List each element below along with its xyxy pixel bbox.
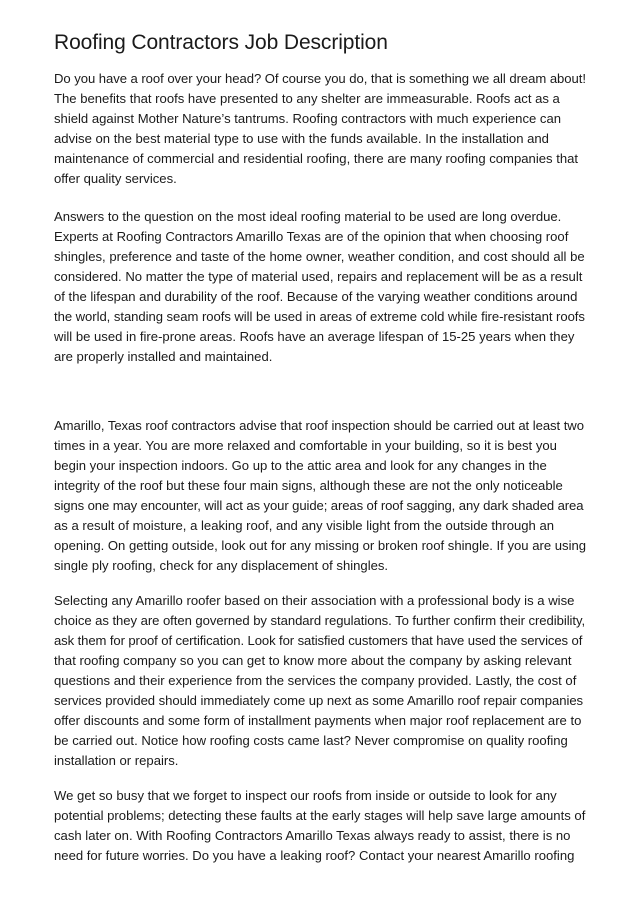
- text-line: begin your inspection indoors. Go up to the attic area and look for any changes in the: [54, 458, 547, 473]
- text-line: will be used in fire-prone areas. Roofs have an average lifespan of 15-25 years when they: [54, 329, 575, 344]
- text-line: the world, standing seam roofs will be used in areas of extreme cold while fire-resistant roofs: [54, 309, 585, 324]
- text-line: potential problems; detecting these faults at the early stages will help save large amounts of: [54, 808, 586, 823]
- paragraph-materials: [54, 207, 586, 367]
- text-line: We get so busy that we forget to inspect our roofs from inside or outside to look for any: [54, 788, 557, 803]
- text-line: cash later on. With Roofing Contractors Amarillo Texas always ready to assist, there is no: [54, 828, 571, 843]
- text-line: are properly installed and maintained.: [54, 349, 273, 364]
- text-line: ask them for proof of certification. Look for satisfied customers that have used the services of: [54, 633, 583, 648]
- text-line: offer discounts and some form of installment payments when major roof replacement are to: [54, 713, 582, 728]
- text-line: installation or repairs.: [54, 753, 179, 768]
- text-line: The benefits that roofs have presented to any shelter are immeasurable. Roofs act as a: [54, 91, 560, 106]
- page-title: Roofing Contractors Job Description: [54, 31, 388, 54]
- text-line: advise on the best material type to use with the funds available. In the installation and: [54, 131, 549, 146]
- text-line: need for future worries. Do you have a leaking roof? Contact your nearest Amarillo roofing: [54, 848, 575, 863]
- text-line: maintenance of commercial and residential roofing, there are many roofing companies that: [54, 151, 579, 166]
- text-line: choice as they are often governed by standard regulations. To further confirm their credibility,: [54, 613, 586, 628]
- text-line: Experts at Roofing Contractors Amarillo Texas are of the opinion that when choosing roof: [54, 229, 569, 244]
- text-line: integrity of the roof but these four main signs, although these are not the only noticeable: [54, 478, 563, 493]
- text-line: be carried out. Notice how roofing costs came last? Never compromise on quality roofing: [54, 733, 568, 748]
- text-line: of the lifespan and durability of the roof. Because of the varying weather conditions around: [54, 289, 578, 304]
- text-line: shield against Mother Nature’s tantrums. Roofing contractors with much experience can: [54, 111, 562, 126]
- text-line: Amarillo, Texas roof contractors advise that roof inspection should be carried out at least two: [54, 418, 584, 433]
- paragraph-inspection: [54, 416, 586, 576]
- text-line: times in a year. You are more relaxed and comfortable in your building, so it is best you: [54, 438, 557, 453]
- paragraph-selecting-roofer: [54, 591, 586, 771]
- text-line: that roofing company so you can get to know more about the company by asking relevant: [54, 653, 572, 668]
- text-line: as a result of moisture, a leaking roof, and any visible light from the outside through an: [54, 518, 555, 533]
- text-line: signs one may encounter, will act as your guide; areas of roof sagging, any dark shaded area: [54, 498, 584, 513]
- text-line: offer quality services.: [54, 171, 177, 186]
- text-line: Do you have a roof over your head? Of course you do, that is something we all dream about!: [54, 71, 586, 86]
- text-line: Selecting any Amarillo roofer based on their association with a professional body is a wise: [54, 593, 575, 608]
- text-line: shingles, preference and taste of the home owner, weather condition, and cost should all be: [54, 249, 585, 264]
- paragraph-intro: [54, 69, 586, 189]
- text-line: single ply roofing, check for any displacement of shingles.: [54, 558, 389, 573]
- text-line: questions and their experience from the services the company provided. Lastly, the cost of: [54, 673, 577, 688]
- text-line: opening. On getting outside, look out for any missing or broken roof shingle. If you are using: [54, 538, 587, 553]
- text-line: Answers to the question on the most ideal roofing material to be used are long overdue.: [54, 209, 562, 224]
- text-line: services provided should immediately come up next as some Amarillo roof repair companies: [54, 693, 584, 708]
- paragraph-conclusion: [54, 786, 586, 866]
- text-line: considered. No matter the type of material used, repairs and replacement will be as a result: [54, 269, 583, 284]
